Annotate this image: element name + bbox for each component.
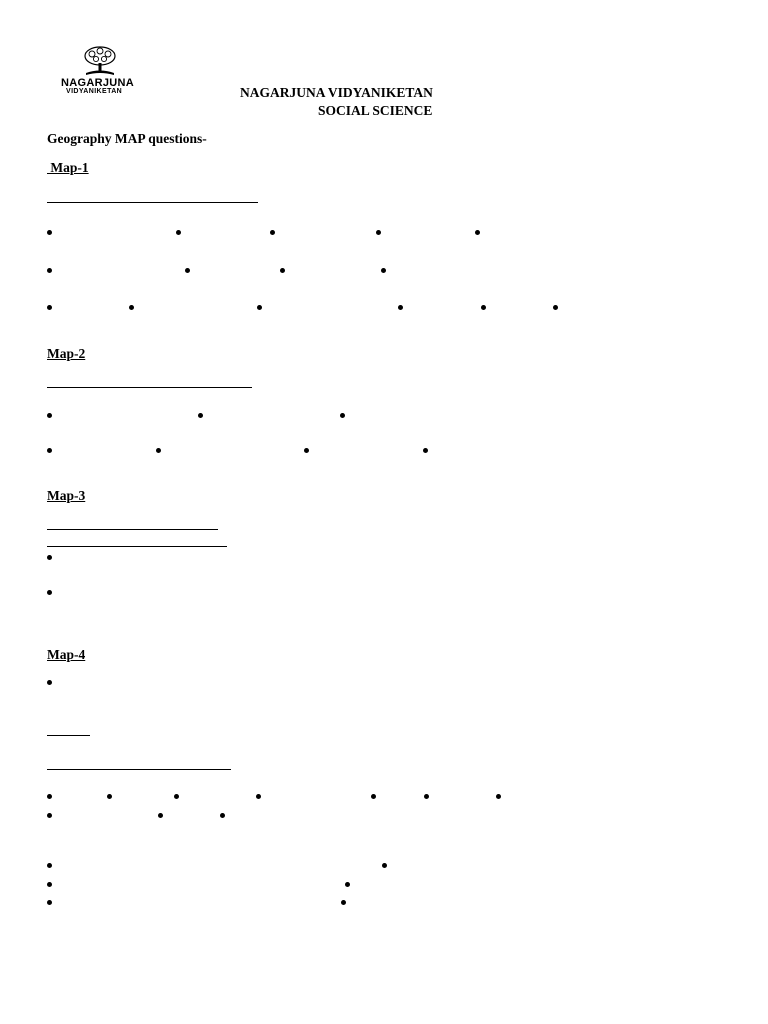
page-title: Geography MAP questions-	[47, 131, 207, 146]
bullet	[220, 813, 225, 818]
bullet	[424, 794, 429, 799]
bullet	[47, 305, 52, 310]
bullet	[156, 448, 161, 453]
bullet	[340, 413, 345, 418]
bullet	[47, 268, 52, 273]
bullet	[371, 794, 376, 799]
bullet	[481, 305, 486, 310]
bullet	[376, 230, 381, 235]
bullet	[381, 268, 386, 273]
bullet	[496, 794, 501, 799]
bullet	[158, 813, 163, 818]
bullet	[47, 882, 52, 887]
bullet	[304, 448, 309, 453]
answer-line	[47, 546, 227, 547]
bullet	[47, 413, 52, 418]
bullet	[47, 863, 52, 868]
bullet	[47, 900, 52, 905]
subject-title: SOCIAL SCIENCE	[318, 103, 433, 118]
bullet	[257, 305, 262, 310]
bullet	[47, 794, 52, 799]
bullet	[129, 305, 134, 310]
answer-line	[47, 735, 90, 736]
logo-name-text: NAGARJUNA	[61, 77, 134, 89]
bullet	[47, 555, 52, 560]
bullet	[47, 230, 52, 235]
map-3-label: Map-3	[47, 488, 86, 503]
bullet	[341, 900, 346, 905]
map-1-label: Map-1	[47, 160, 89, 175]
answer-line	[47, 202, 258, 203]
bullet	[107, 794, 112, 799]
bullet	[423, 448, 428, 453]
bullet	[553, 305, 558, 310]
school-logo	[58, 46, 144, 98]
bullet	[198, 413, 203, 418]
answer-line	[47, 529, 218, 530]
tree-logo-icon	[80, 46, 120, 76]
map-4-label: Map-4	[47, 647, 86, 662]
logo-subtitle-text: VIDYANIKETAN	[66, 88, 123, 95]
bullet	[47, 448, 52, 453]
bullet	[185, 268, 190, 273]
map-2-label: Map-2	[47, 346, 86, 361]
bullet	[256, 794, 261, 799]
bullet	[176, 230, 181, 235]
answer-line	[47, 387, 252, 388]
bullet	[47, 813, 52, 818]
bullet	[47, 680, 52, 685]
answer-line	[47, 769, 231, 770]
school-name: NAGARJUNA VIDYANIKETAN	[240, 85, 433, 100]
bullet	[280, 268, 285, 273]
bullet	[174, 794, 179, 799]
bullet	[382, 863, 387, 868]
bullet	[47, 590, 52, 595]
bullet	[270, 230, 275, 235]
bullet	[398, 305, 403, 310]
bullet	[345, 882, 350, 887]
bullet	[475, 230, 480, 235]
